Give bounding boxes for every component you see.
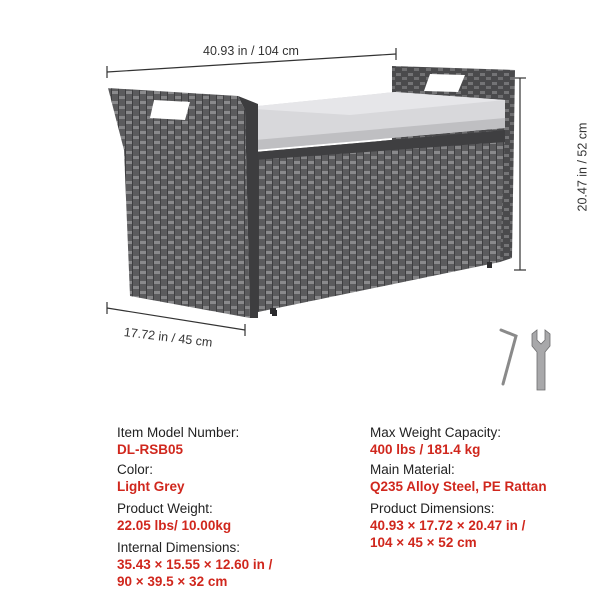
spec-internal-value: 35.43 × 15.55 × 12.60 in /: [117, 557, 273, 572]
spec-color: [117, 461, 185, 495]
spec-internal-label: Internal Dimensions:: [117, 540, 241, 555]
spec-material: [370, 461, 547, 495]
spec-weight-label: Product Weight:: [117, 501, 213, 516]
spec-weight: [117, 500, 231, 534]
spec-model: [117, 424, 239, 458]
spec-product-dim-label: Product Dimensions:: [370, 501, 495, 516]
depth-label: 17.72 in / 45 cm: [123, 325, 214, 350]
spec-product-dimensions: [370, 500, 525, 551]
spec-max-weight-value: 400 lbs / 181.4 kg: [370, 442, 481, 457]
height-dimension-line: [514, 78, 526, 270]
width-label: 40.93 in / 104 cm: [203, 44, 299, 58]
spec-model-label: Item Model Number:: [117, 425, 240, 440]
left-armrest: [108, 88, 277, 318]
spec-product-dim-value-2: 104 × 45 × 52 cm: [370, 535, 477, 550]
spec-product-dim-value: 40.93 × 17.72 × 20.47 in /: [370, 518, 526, 533]
spec-max-weight: [370, 424, 501, 458]
wrench-icon: [532, 330, 550, 390]
height-label: 20.47 in / 52 cm: [575, 122, 590, 212]
spec-material-label: Main Material:: [370, 462, 455, 477]
spec-internal-dimensions: [117, 539, 272, 590]
spec-max-weight-label: Max Weight Capacity:: [370, 425, 502, 440]
spec-weight-value: 22.05 lbs/ 10.00kg: [117, 518, 232, 533]
storage-box: [255, 130, 505, 314]
spec-model-value: DL-RSB05: [117, 442, 184, 457]
spec-internal-value-2: 90 × 39.5 × 32 cm: [117, 574, 228, 589]
spec-color-value: Light Grey: [117, 479, 185, 494]
spec-color-label: Color:: [117, 462, 154, 477]
hex-key-icon: [501, 330, 516, 384]
spec-material-value: Q235 Alloy Steel, PE Rattan: [370, 479, 547, 494]
